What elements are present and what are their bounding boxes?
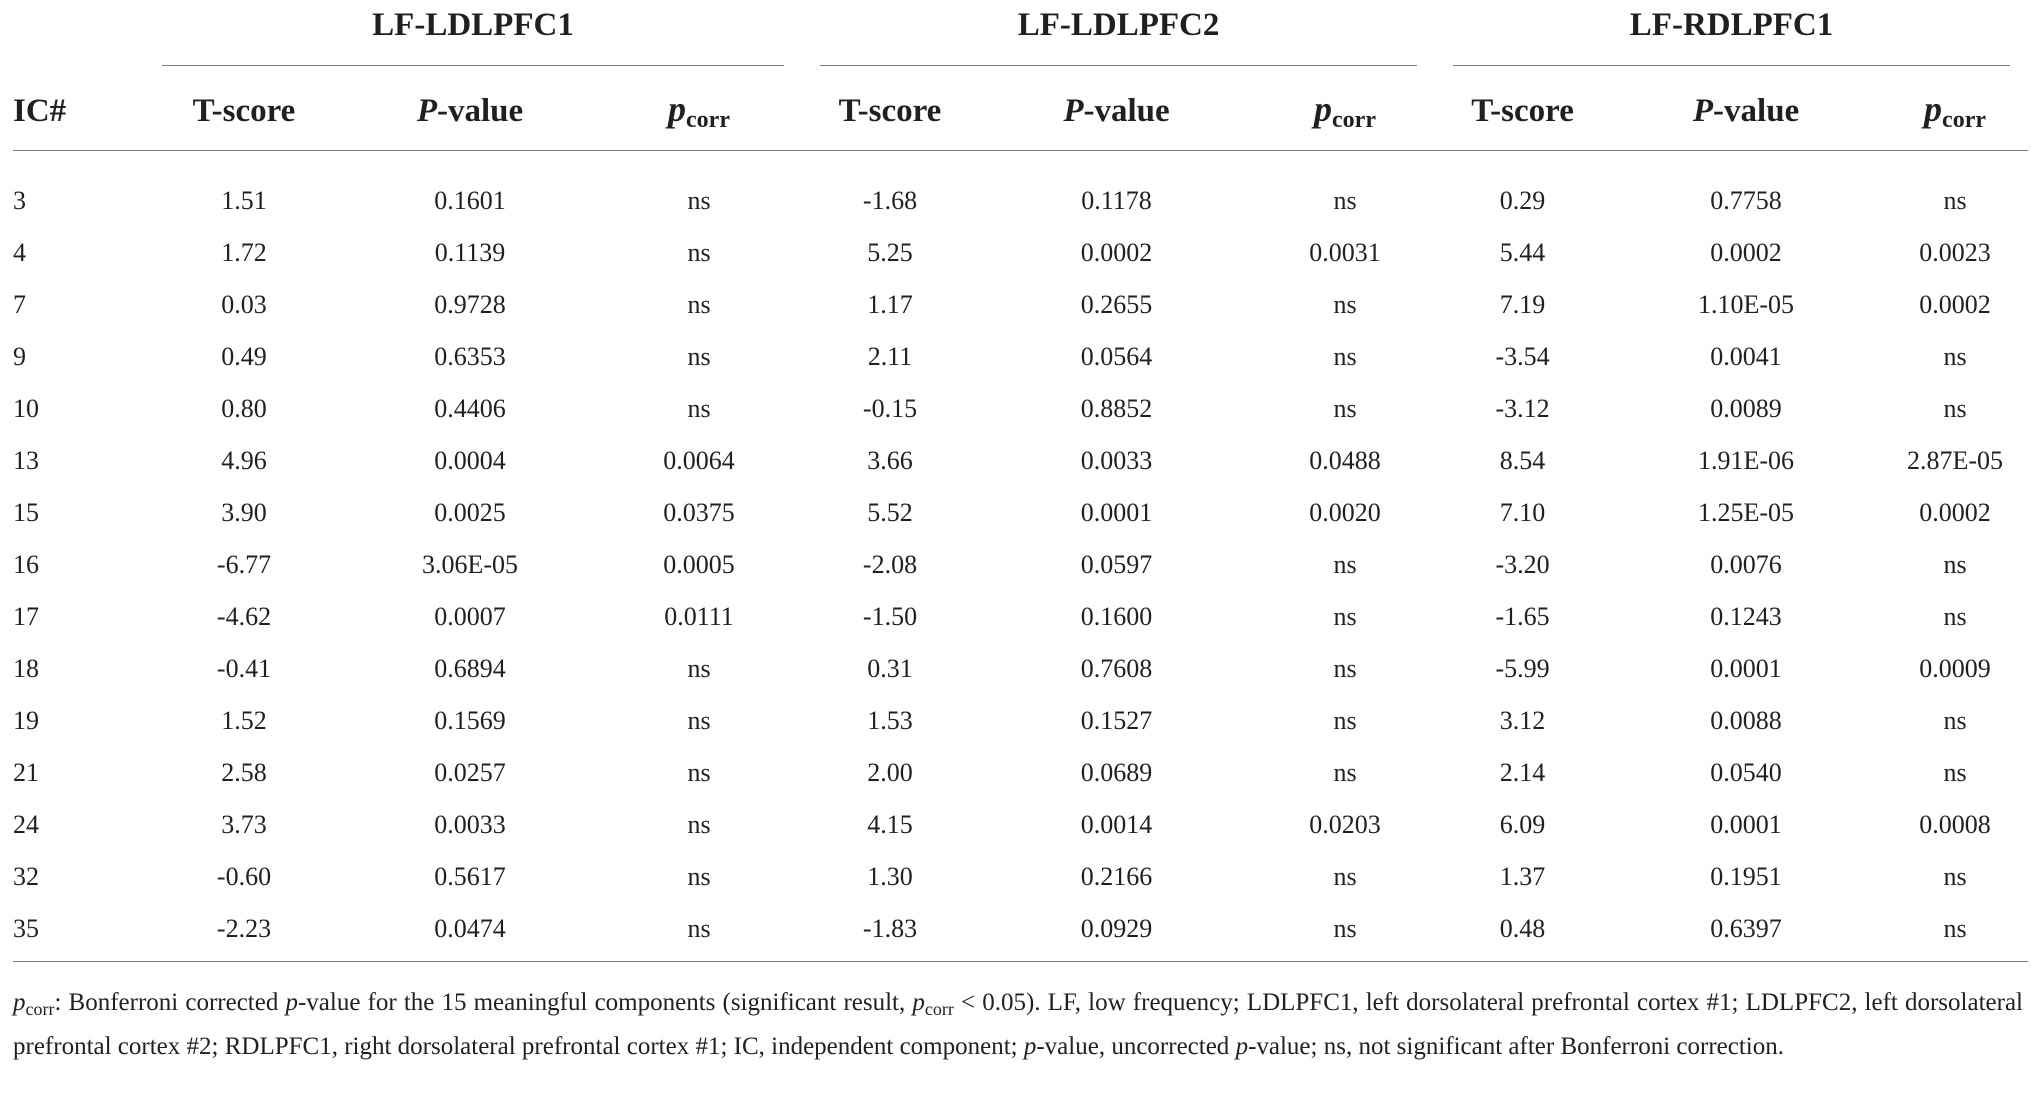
t-score-cell: -1.68 [862,186,918,215]
p-value-cell: 0.1601 [434,186,506,215]
group-header-lf-ldlpfc1: LF-LDLPFC1 [372,6,574,43]
p-value-cell: 0.5617 [434,862,506,891]
pcorr-cell: ns [1333,394,1357,423]
p-value-cell: 0.0689 [1080,758,1153,787]
t-score-cell: 2.14 [1499,758,1546,787]
pcorr-header [1255,72,1435,151]
p-value-cell: 0.0001 [1710,654,1782,683]
ic-cell: 21 [13,758,39,787]
pcorr-cell: 0.0375 [663,498,735,527]
t-score-cell: 1.30 [867,862,913,891]
p-value-cell: 0.7758 [1710,186,1782,215]
column-header-row [13,72,2028,151]
pcorr-cell: ns [1333,706,1357,735]
t-score-cell: 0.80 [221,394,267,423]
group-rule-1 [162,65,784,66]
pcorr-cell: ns [687,758,711,787]
pcorr-cell: ns [687,862,711,891]
table-row [13,591,2028,643]
t-score-cell: 0.31 [867,654,913,683]
pcorr-cell: ns [1943,602,1967,631]
t-score-header: T-score [144,72,344,151]
t-score-cell: 3.90 [221,498,267,527]
t-score-cell: -4.62 [216,602,272,631]
t-score-cell: 0.49 [221,342,267,371]
pcorr-header-p: p [668,89,687,129]
t-score-cell: -2.23 [144,903,344,962]
table-row [13,903,2028,962]
p-value-cell: 0.2166 [1080,862,1153,891]
p-value-cell: 0.4406 [434,394,506,423]
pcorr-cell: ns [1943,758,1967,787]
t-score-header: T-score [1435,72,1610,151]
table-footnote [13,984,2023,1066]
ic-cell: 18 [13,654,39,683]
pcorr-cell: 0.0064 [663,446,735,475]
t-score-cell: 3.73 [221,810,267,839]
t-score-cell: 7.10 [1499,498,1546,527]
t-score-cell: 1.17 [867,290,913,319]
group-rule-2 [820,65,1417,66]
pcorr-cell: ns [1943,186,1967,215]
t-score-cell: -0.15 [862,394,918,423]
t-score-cell: -1.65 [1495,602,1550,631]
t-score-cell: 5.25 [867,238,913,267]
p-value-cell: 1.25E-05 [1698,498,1795,527]
pcorr-cell: ns [1333,342,1357,371]
footnote-pcorr-sub: corr [25,999,55,1019]
table-row [13,799,2028,851]
p-value-cell: 3.06E-05 [421,550,519,579]
pcorr-cell: ns [1333,758,1357,787]
p-value-cell: 0.0033 [434,810,506,839]
ic-cell: 19 [13,706,39,735]
table-row [13,331,2028,383]
pcorr-cell: 0.0002 [1919,290,1991,319]
p-value-cell: 0.0002 [1080,238,1153,267]
p-value-cell: 0.0014 [1080,810,1153,839]
pcorr-cell: 0.0002 [1919,498,1991,527]
p-value-cell: 0.0929 [978,903,1255,962]
p-value-cell: 0.0076 [1710,550,1782,579]
t-score-cell: 0.48 [1435,903,1610,962]
p-value-cell: 0.2655 [1080,290,1153,319]
p-value-cell: 0.0033 [1080,446,1153,475]
p-value-cell: 0.1600 [1080,602,1153,631]
pcorr-cell: ns [1333,602,1357,631]
t-score-cell: 2.11 [867,342,913,371]
t-score-cell: 1.51 [221,186,267,215]
p-value-cell: 0.0540 [1710,758,1782,787]
pcorr-cell: 0.0020 [1309,498,1381,527]
p-value-cell: 1.91E-06 [1698,446,1795,475]
ic-cell: 17 [13,602,39,631]
pcorr-cell: ns [1943,862,1967,891]
p-value-cell: 0.6894 [434,654,506,683]
p-value-cell: 0.0474 [344,903,596,962]
t-score-cell: -1.83 [802,903,978,962]
p-value-cell: 0.0001 [1080,498,1153,527]
pcorr-cell: ns [687,394,711,423]
p-value-cell: 0.8852 [1080,394,1153,423]
t-score-cell: 2.58 [221,758,267,787]
t-score-cell: 1.72 [221,238,267,267]
ic-cell: 24 [13,810,39,839]
p-value-header-rest: -value [437,92,524,129]
pcorr-cell: ns [687,290,711,319]
ic-cell: 13 [13,446,39,475]
ic-cell: 32 [13,862,39,891]
t-score-cell: -0.41 [216,654,272,683]
t-score-cell: 1.52 [221,706,267,735]
group-rule-3 [1453,65,2010,66]
p-value-cell: 0.0007 [434,602,506,631]
pcorr-cell: ns [1943,550,1967,579]
p-value-cell: 0.7608 [1080,654,1153,683]
ic-cell: 4 [13,238,26,267]
ic-cell: 9 [13,342,26,371]
pcorr-header [1882,72,2028,151]
p-value-header-p: P [416,92,437,129]
table-row [13,851,2028,903]
group-header-lf-rdlpfc1: LF-RDLPFC1 [1629,6,1834,43]
ic-cell: 16 [13,550,39,579]
pcorr-header-sub: corr [1942,107,1987,133]
p-value-cell: 0.1139 [434,238,506,267]
t-score-header: T-score [802,72,978,151]
t-score-cell: -0.60 [216,862,272,891]
table-row [13,383,2028,435]
table-row [13,175,2028,227]
group-header-lf-ldlpfc2: LF-LDLPFC2 [1017,6,1220,43]
pcorr-header-p: p [1314,89,1333,129]
ic-cell: 3 [13,186,26,215]
t-score-cell: -3.20 [1495,550,1550,579]
table-body [13,151,2028,962]
ic-cell: 15 [13,498,39,527]
p-value-cell: 0.0001 [1710,810,1782,839]
pcorr-cell: ns [1255,903,1435,962]
t-score-cell: 6.09 [1499,810,1546,839]
p-value-cell: 0.1243 [1710,602,1782,631]
pcorr-cell: ns [687,186,711,215]
group-rule-row [13,58,2028,72]
p-value-header-p: P [1063,92,1084,129]
p-value-cell: 0.0025 [434,498,506,527]
pcorr-cell: ns [687,810,711,839]
footnote-text-5: -value; ns, not significant after Bonferroni correction. [1248,1033,1784,1060]
pcorr-cell: 0.0009 [1919,654,1991,683]
t-score-cell: 8.54 [1499,446,1546,475]
p-value-cell: 0.0257 [434,758,506,787]
group-header-row [13,0,2028,58]
footnote-text-4: -value, uncorrected [1036,1033,1236,1060]
t-score-cell: 0.29 [1499,186,1546,215]
t-score-cell: 1.37 [1499,862,1546,891]
table-row [13,539,2028,591]
ic-cell: 10 [13,394,39,423]
pcorr-cell: 2.87E-05 [1907,446,2004,475]
footnote-text-3: < 0.05). LF, low frequency; LDLPFC1, left dorsolateral prefrontal cortex #1; LDLPFC2, left dorsolateral prefrontal cortex #2; RDLPFC1, right dorsolateral prefrontal cortex #1; IC, independent component; [13,989,2023,1060]
t-score-cell: 5.44 [1499,238,1546,267]
ic-header: IC# [13,72,144,151]
pcorr-cell: ns [1943,706,1967,735]
pcorr-cell: ns [1333,290,1357,319]
pcorr-cell: ns [1882,903,2028,962]
t-score-cell: 0.03 [221,290,267,319]
pcorr-cell: ns [1333,550,1357,579]
p-value-cell: 0.1178 [1081,186,1152,215]
pcorr-cell: ns [687,342,711,371]
pcorr-cell: ns [1943,394,1967,423]
p-value-cell: 0.1569 [434,706,506,735]
p-value-header-p: P [1692,92,1714,129]
table-row [13,279,2028,331]
pcorr-cell: ns [687,238,711,267]
pcorr-cell: 0.0488 [1309,446,1381,475]
t-score-cell: 1.53 [867,706,913,735]
pcorr-cell: 0.0031 [1309,238,1381,267]
p-value-cell: 0.0002 [1710,238,1782,267]
t-score-cell: -2.08 [862,550,918,579]
t-score-cell: -6.77 [216,550,272,579]
t-score-cell: 3.66 [867,446,913,475]
footnote-p-1: p [285,989,298,1016]
t-score-cell: 7.19 [1499,290,1546,319]
pcorr-header [596,72,802,151]
p-value-cell: 0.1951 [1710,862,1782,891]
p-value-cell: 0.9728 [434,290,506,319]
p-value-cell: 0.6353 [434,342,506,371]
p-value-cell: 1.10E-05 [1698,290,1795,319]
footnote-p-2: p [912,989,925,1016]
t-score-cell: -3.54 [1495,342,1550,371]
t-score-cell: 2.00 [867,758,913,787]
t-score-cell: -5.99 [1495,654,1550,683]
p-value-cell: 0.0089 [1710,394,1782,423]
pcorr-cell: 0.0203 [1309,810,1381,839]
t-score-cell: -3.12 [1495,394,1550,423]
pcorr-cell: 0.0023 [1919,238,1991,267]
footnote-text-1: : Bonferroni corrected [54,989,286,1016]
p-value-header [1610,72,1882,151]
footnote-p-4: p [1235,1033,1249,1060]
pcorr-cell: 0.0005 [663,550,735,579]
group-header-empty [13,0,144,58]
p-value-cell: 0.6397 [1610,903,1882,962]
pcorr-cell: ns [1333,654,1357,683]
p-value-cell: 0.1527 [1080,706,1153,735]
ic-cell: 35 [13,903,144,962]
pcorr-cell: 0.0008 [1919,810,1991,839]
table-row [13,747,2028,799]
t-score-cell: 3.12 [1499,706,1546,735]
p-value-cell: 0.0041 [1710,342,1782,371]
ic-cell: 7 [13,290,26,319]
footnote-pcorr-p: p [13,989,26,1016]
footnote-text-2: -value for the 15 meaningful components (significant result, [297,989,913,1016]
footnote-p-2-sub: corr [924,999,954,1019]
p-value-header-rest: -value [1713,92,1800,129]
pcorr-header-sub: corr [1332,107,1376,133]
table-row [13,487,2028,539]
t-score-cell: 4.96 [221,446,267,475]
t-score-cell: 5.52 [867,498,913,527]
p-value-cell: 0.0564 [1080,342,1153,371]
pcorr-cell: ns [687,654,711,683]
pcorr-cell: 0.0111 [664,602,734,631]
p-value-header [978,72,1255,151]
pcorr-header-p: p [1924,89,1943,129]
t-score-cell: -1.50 [862,602,918,631]
p-value-cell: 0.0088 [1710,706,1782,735]
table-row [13,435,2028,487]
p-value-cell: 0.0004 [434,446,506,475]
pcorr-header-sub: corr [686,107,730,133]
table-row [13,695,2028,747]
t-score-cell: 4.15 [867,810,913,839]
pcorr-cell: ns [687,706,711,735]
pcorr-cell: ns [596,903,802,962]
pcorr-cell: ns [1943,342,1967,371]
p-value-header-rest: -value [1083,92,1170,129]
results-table [13,0,2028,962]
table-row [13,227,2028,279]
table-row [13,643,2028,695]
footnote-p-3: p [1023,1033,1037,1060]
pcorr-cell: ns [1333,186,1357,215]
p-value-header [344,72,596,151]
p-value-cell: 0.0597 [1080,550,1153,579]
pcorr-cell: ns [1333,862,1357,891]
